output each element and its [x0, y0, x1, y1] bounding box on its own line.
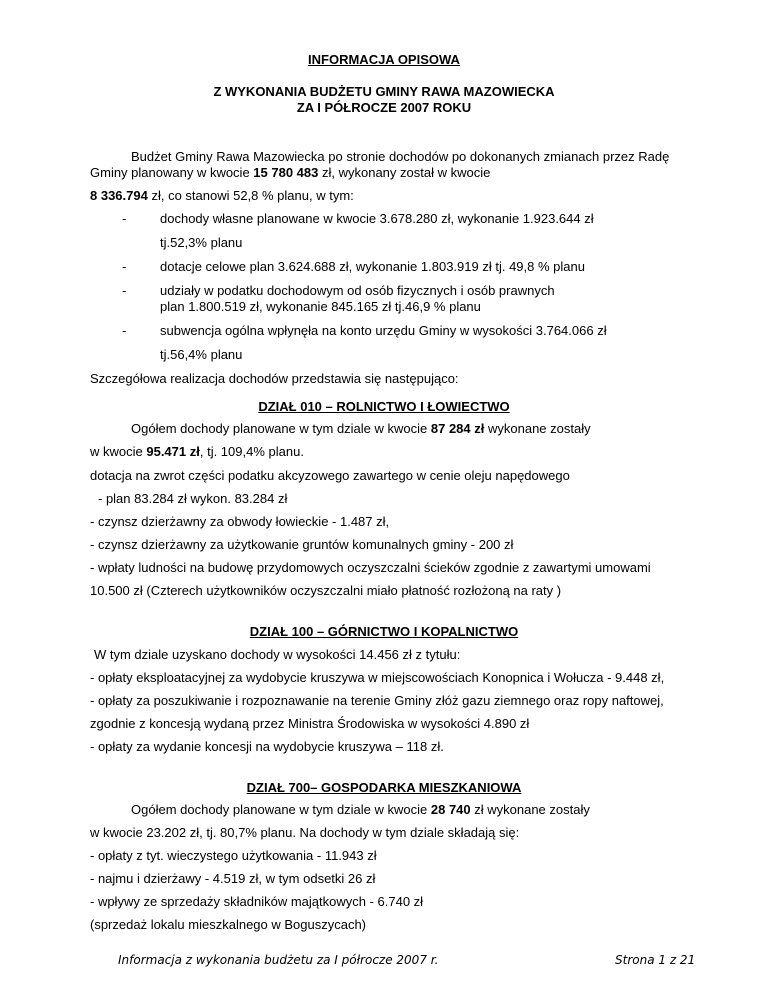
- document-subtitle-line2: ZA I PÓŁROCZE 2007 ROKU: [296, 100, 472, 115]
- section-700-line-3: - opłaty z tyt. wieczystego użytkowania - 11.943 zł: [90, 848, 377, 863]
- section-010-line-5: - czynsz dzierżawny za obwody łowieckie - 1.487 zł,: [90, 514, 390, 529]
- document-title: INFORMACJA OPISOWA: [308, 52, 460, 67]
- intro-line-2: Gminy planowany w kwocie 15 780 483 zł, wykonany został w kwocie: [90, 165, 491, 180]
- section-010-line-7: - wpłaty ludności na budowę przydomowych oczyszczalni ścieków zgodnie z zawartymi umowami: [90, 560, 651, 575]
- section-100-line-2: - opłaty eksploatacyjnej za wydobycie kruszywa w miejscowościach Konopnica i Wołucza - 9.448 zł,: [90, 670, 665, 685]
- intro-line-1: Budżet Gminy Rawa Mazowiecka po stronie dochodów po dokonanych zmianach przez Radę: [131, 149, 670, 164]
- section-700-line-5: - wpływy ze sprzedaży składników majątkowych - 6.740 zł: [90, 894, 424, 909]
- section-700-line-4: - najmu i dzierżawy - 4.519 zł, w tym odsetki 26 zł: [90, 871, 376, 886]
- bullet-own-income: dochody własne planowane w kwocie 3.678.280 zł, wykonanie 1.923.644 zł: [160, 211, 594, 226]
- section-100-line-5: - opłaty za wydanie koncesji na wydobycie kruszywa – 118 zł.: [90, 739, 444, 754]
- section-010-line-2: w kwocie 95.471 zł, tj. 109,4% planu.: [90, 444, 304, 459]
- section-100-line-4: zgodnie z koncesją wydaną przez Ministra Środowiska w wysokości 4.890 zł: [90, 716, 530, 731]
- intro-line-3: 8 336.794 zł, co stanowi 52,8 % planu, w tym:: [90, 188, 354, 203]
- bullet-tax-shares-cont: plan 1.800.519 zł, wykonanie 845.165 zł tj.46,9 % planu: [160, 299, 481, 314]
- section-700-line-2: w kwocie 23.202 zł, tj. 80,7% planu. Na dochody w tym dziale składają się:: [90, 825, 520, 840]
- bullet-dash: -: [122, 323, 127, 338]
- bullet-grants: dotacje celowe plan 3.624.688 zł, wykonanie 1.803.919 zł tj. 49,8 % planu: [160, 259, 585, 274]
- section-100-line-1: W tym dziale uzyskano dochody w wysokości 14.456 zł z tytułu:: [94, 647, 461, 662]
- section-010-line-3: dotacja na zwrot części podatku akcyzowego zawartego w cenie oleju napędowego: [90, 468, 570, 483]
- bullet-dash: -: [122, 259, 127, 274]
- section-010-line-8: 10.500 zł (Czterech użytkowników oczyszczalni miało płatność rozłożoną na raty ): [90, 583, 562, 598]
- section-700-heading: DZIAŁ 700– GOSPODARKA MIESZKANIOWA: [246, 780, 522, 795]
- section-700-line-6: (sprzedaż lokalu mieszkalnego w Boguszycach): [90, 917, 367, 932]
- detail-intro: Szczegółowa realizacja dochodów przedstawia się następująco:: [90, 371, 459, 386]
- bullet-dash: -: [122, 283, 127, 298]
- section-100-heading: DZIAŁ 100 – GÓRNICTWO I KOPALNICTWO: [249, 624, 519, 639]
- section-100-line-3: - opłaty za poszukiwanie i rozpoznawanie na terenie Gminy złóż gazu ziemnego oraz ropy naftowej,: [90, 693, 664, 708]
- section-010-line-4: - plan 83.284 zł wykon. 83.284 zł: [98, 491, 288, 506]
- bullet-dash: -: [122, 211, 127, 226]
- bullet-subsidy-cont: tj.56,4% planu: [160, 347, 243, 362]
- bullet-tax-shares: udziały w podatku dochodowym od osób fizycznych i osób prawnych: [160, 283, 555, 298]
- section-010-heading: DZIAŁ 010 – ROLNICTWO I ŁOWIECTWO: [258, 399, 510, 414]
- section-700-line-1: Ogółem dochody planowane w tym dziale w kwocie 28 740 zł wykonane zostały: [131, 802, 590, 817]
- footer-page-number: Strona 1 z 21: [615, 953, 696, 967]
- section-010-line-6: - czynsz dzierżawny za użytkowanie gruntów komunalnych gminy - 200 zł: [90, 537, 514, 552]
- document-subtitle-line1: Z WYKONANIA BUDŻETU GMINY RAWA MAZOWIECKA: [213, 84, 555, 99]
- section-010-line-1: Ogółem dochody planowane w tym dziale w kwocie 87 284 zł wykonane zostały: [131, 421, 591, 436]
- bullet-subsidy: subwencja ogólna wpłynęła na konto urzędu Gminy w wysokości 3.764.066 zł: [160, 323, 607, 338]
- bullet-own-income-cont: tj.52,3% planu: [160, 235, 243, 250]
- footer-document-title: Informacja z wykonania budżetu za I półrocze 2007 r.: [118, 953, 439, 967]
